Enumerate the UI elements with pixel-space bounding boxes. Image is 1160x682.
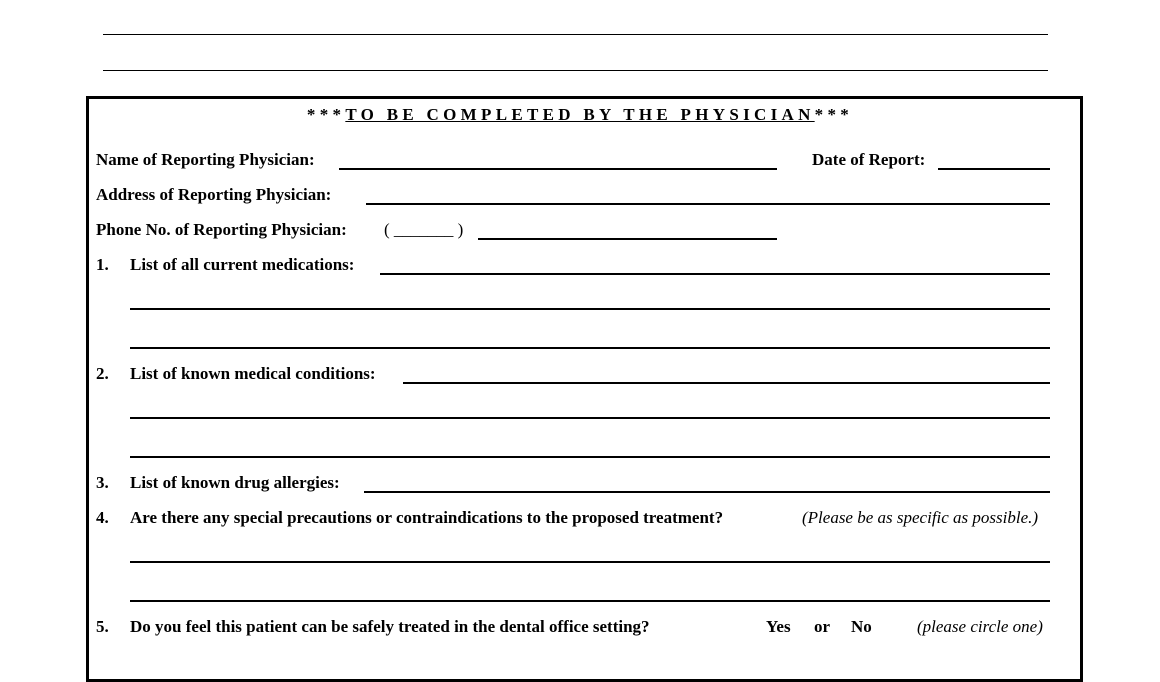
answer-no[interactable]: No: [851, 617, 872, 636]
phone-area-code[interactable]: ( _______ ): [384, 220, 464, 239]
section-heading: [0, 105, 1160, 125]
heading-prefix: ***: [306, 105, 346, 124]
name-field[interactable]: [339, 168, 777, 170]
phone-field[interactable]: [478, 238, 777, 240]
top-blank-line-2[interactable]: [103, 70, 1048, 71]
physician-section-box: [86, 96, 1083, 682]
heading-main: TO BE COMPLETED BY THE PHYSICIAN: [345, 105, 815, 124]
question-2-number: 2.: [96, 364, 109, 383]
question-1-line-2[interactable]: [130, 308, 1050, 310]
question-2-line-3[interactable]: [130, 456, 1050, 458]
name-label: Name of Reporting Physician:: [96, 150, 315, 169]
question-4-text: Are there any special precautions or contraindications to the proposed treatment?: [130, 508, 724, 527]
question-5-number: 5.: [96, 617, 109, 636]
question-1-line-1[interactable]: [380, 273, 1050, 275]
answer-yes[interactable]: Yes: [766, 617, 791, 636]
question-2-line-2[interactable]: [130, 417, 1050, 419]
date-field[interactable]: [938, 168, 1050, 170]
question-1-line-3[interactable]: [130, 347, 1050, 349]
question-5-note: (please circle one): [917, 617, 1043, 636]
top-blank-line-1[interactable]: [103, 34, 1048, 35]
question-5-text: Do you feel this patient can be safely treated in the dental office setting?: [130, 617, 650, 636]
question-1-text: List of all current medications:: [130, 255, 355, 274]
question-4-line-1[interactable]: [130, 561, 1050, 563]
question-2-text: List of known medical conditions:: [130, 364, 376, 383]
question-4-line-2[interactable]: [130, 600, 1050, 602]
question-3-number: 3.: [96, 473, 109, 492]
answer-or: or: [814, 617, 831, 636]
phone-label: Phone No. of Reporting Physician:: [96, 220, 347, 239]
heading-suffix: ***: [814, 105, 854, 124]
question-3-text: List of known drug allergies:: [130, 473, 340, 492]
address-label: Address of Reporting Physician:: [96, 185, 332, 204]
address-field[interactable]: [366, 203, 1050, 205]
question-1-number: 1.: [96, 255, 109, 274]
question-4-number: 4.: [96, 508, 109, 527]
question-2-line-1[interactable]: [403, 382, 1050, 384]
question-4-note: (Please be as specific as possible.): [802, 508, 1039, 527]
date-label: Date of Report:: [812, 150, 926, 169]
question-3-line-1[interactable]: [364, 491, 1050, 493]
